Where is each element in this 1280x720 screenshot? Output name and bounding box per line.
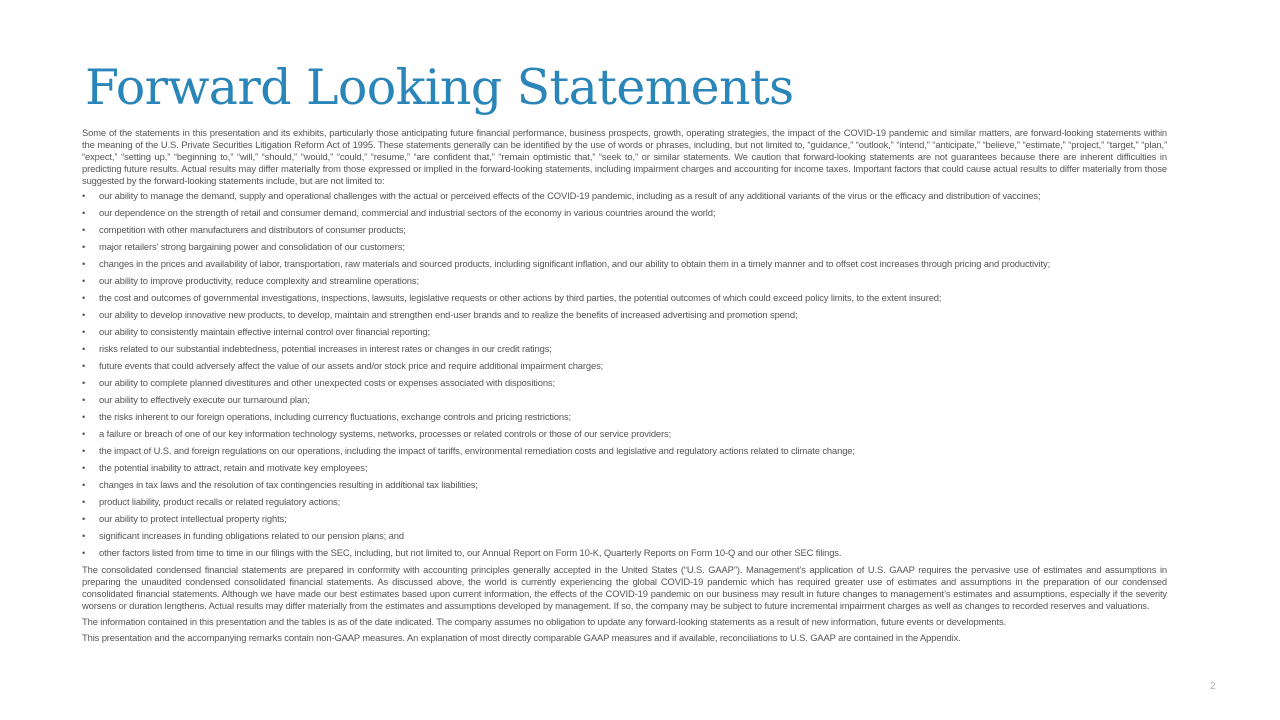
list-item: • our ability to improve productivity, reduce complexity and streamline operations; [82,275,1167,287]
list-item: • the cost and outcomes of governmental investigations, inspections, lawsuits, legislative requests or other actions by third parties, the potential outcomes of which could exceed policy limits, to the extent insured; [82,292,1167,304]
list-item: • other factors listed from time to time in our filings with the SEC, including, but not limited to, our Annual Report on Form 10-K, Quarterly Reports on Form 10-Q and our other SEC filings. [82,547,1167,559]
slide-title: Forward Looking Statements [85,59,794,116]
list-item: • a failure or breach of one of our key information technology systems, networks, processes or related controls or those of our service providers; [82,428,1167,440]
list-item: • the risks inherent to our foreign operations, including currency fluctuations, exchange controls and pricing restrictions; [82,411,1167,423]
non-gaap-note: This presentation and the accompanying remarks contain non-GAAP measures. An explanation of most directly comparable GAAP measures and if available, reconciliations to U.S. GAAP are contained in the Appendix. [82,631,961,643]
list-item: • our ability to complete planned divestitures and other unexpected costs or expenses associated with dispositions; [82,377,1167,389]
list-item: • our ability to consistently maintain effective internal control over financial reporting; [82,326,1167,338]
list-item: • our ability to develop innovative new products, to develop, maintain and strengthen end-user brands and to realize the benefits of increased advertising and promotion spend; [82,309,1167,321]
list-item: • risks related to our substantial indebtedness, potential increases in interest rates or changes in our credit ratings; [82,343,1167,355]
list-item: • the impact of U.S. and foreign regulations on our operations, including the impact of tariffs, environmental remediation costs and legislative and regulatory actions related to climate change; [82,445,1167,457]
list-item: • changes in tax laws and the resolution of tax contingencies resulting in additional tax liabilities; [82,479,1167,491]
list-item: • the potential inability to attract, retain and motivate key employees; [82,462,1167,474]
list-item: • significant increases in funding obligations related to our pension plans; and [82,530,1167,542]
list-item: • our ability to manage the demand, supply and operational challenges with the actual or perceived effects of the COVID-19 pandemic, including as a result of any additional variants of the virus or the efficacy and distribution of vaccines; [82,190,1167,202]
list-item: • competition with other manufacturers and distributors of consumer products; [82,224,1167,236]
list-item: • future events that could adversely affect the value of our assets and/or stock price and require additional impairment charges; [82,360,1167,372]
list-item: • major retailers’ strong bargaining power and consolidation of our customers; [82,241,1167,253]
list-item: • changes in the prices and availability of labor, transportation, raw materials and sourced products, including significant inflation, and our ability to obtain them in a timely manner and to offset cost increases through pricing and productivity; [82,258,1167,270]
gaap-paragraph: The consolidated condensed financial statements are prepared in conformity with accounting principles generally accepted in the United States (“U.S. GAAP”). Management’s application of U.S. GAAP requires the pervasive use of estimates and assumptions in preparing the unaudited condensed consolidated financial statements. As discussed above, the world is currently experiencing the global COVID-19 pandemic which has required greater use of estimates and assumptions in the preparation of our condensed consolidated financial statements. Although we have made our best estimates based upon current information, the effects of the COVID-19 pandemic on our business may result in future changes to management’s estimates and assumptions, especially if the severity worsens or duration lengthens. Actual results may differ materially from the estimates and assumptions developed by management. If so, the company may be subject to future incremental impairment charges as well as changes to recorded reserves and valuations. [82,564,1167,612]
list-item: • product liability, product recalls or related regulatory actions; [82,496,1167,508]
list-item: • our dependence on the strength of retail and consumer demand, commercial and industrial sectors of the economy in various countries around the world; [82,207,1167,219]
risk-factor-list [82,190,1167,559]
information-disclaimer: The information contained in this presentation and the tables is as of the date indicated. The company assumes no obligation to update any forward-looking statements as a result of new information, future events or developments. [82,615,1007,627]
list-item: • our ability to effectively execute our turnaround plan; [82,394,1167,406]
intro-paragraph: Some of the statements in this presentation and its exhibits, particularly those anticipating future financial performance, business prospects, growth, operating strategies, the impact of the COVID-19 pandemic and similar matters, are forward-looking statements within the meaning of the U.S. Private Securities Litigation Reform Act of 1995. These statements generally can be identified by the use of words or phrases, including, but not limited to, “guidance,” “outlook,” “intend,” “anticipate,” “believe,” “estimate,” “project,” “target,” “plan,” “expect,” “setting up,” “beginning to,” “will,” “should,” “would,” “could,” “resume,” “are confident that,” “remain optimistic that,” “seek to,” or similar statements. We caution that forward-looking statements are not guarantees because there are inherent difficulties in predicting future results. Actual results may differ materially from those expressed or implied in the forward-looking statements, including impairment charges and accounting for income taxes. Important factors that could cause actual results to differ materially from those suggested by the forward-looking statements include, but are not limited to: [82,127,1167,187]
list-item: • our ability to protect intellectual property rights; [82,513,1167,525]
slide-body [82,127,1167,644]
page-number: 2 [1210,681,1216,692]
